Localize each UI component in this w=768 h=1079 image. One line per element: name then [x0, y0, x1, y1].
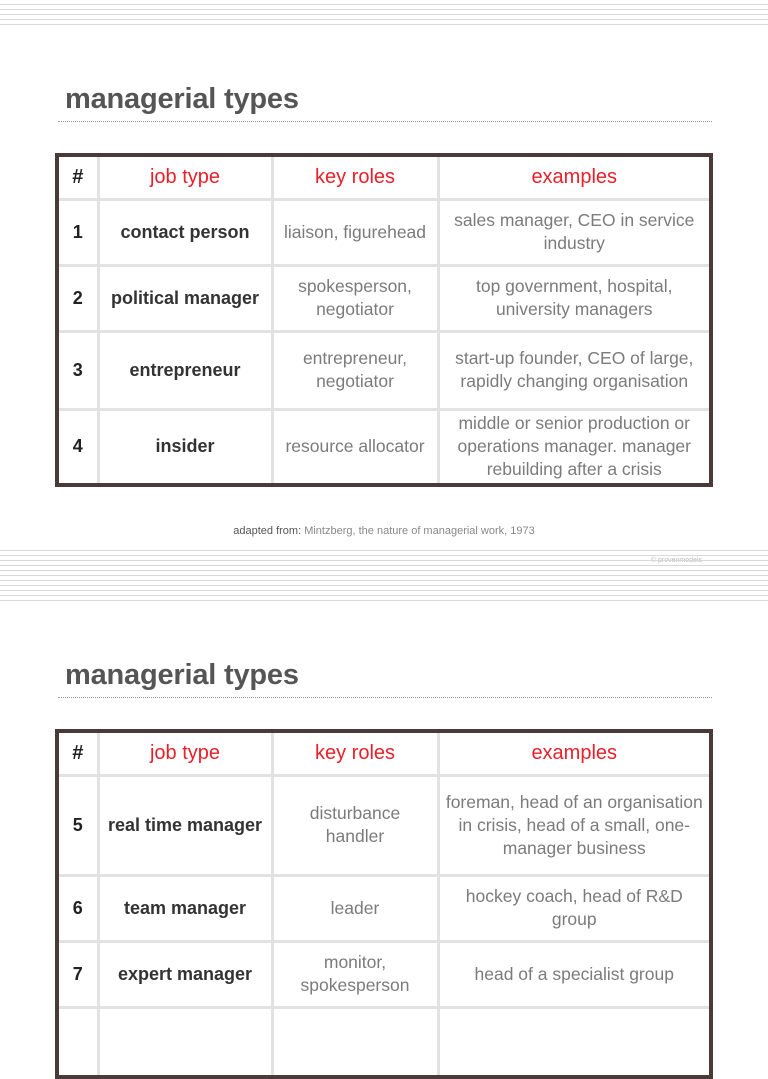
examples: foreman, head of an organisation in crisis, head of a small, one-manager business: [438, 775, 711, 875]
table-header-row: [57, 155, 711, 199]
table-row: [57, 875, 711, 941]
key-roles: disturbance handler: [272, 775, 438, 875]
job-type: entrepreneur: [98, 331, 272, 409]
source-label: adapted from:: [233, 525, 302, 537]
header-number: #: [57, 731, 98, 775]
table-row: [57, 199, 711, 265]
row-number: 7: [57, 941, 98, 1007]
title-divider: [58, 121, 712, 122]
key-roles: leader: [272, 875, 438, 941]
table-row: [57, 331, 711, 409]
table-row: [57, 265, 711, 331]
slide-separator-rules: [0, 550, 768, 605]
examples: middle or senior production or operations manager. manager rebuilding after a crisis: [438, 409, 711, 485]
job-type: political manager: [98, 265, 272, 331]
header-key-roles: key roles: [272, 155, 438, 199]
header-examples: examples: [438, 155, 711, 199]
examples: head of a specialist group: [438, 941, 711, 1007]
job-type: contact person: [98, 199, 272, 265]
managerial-types-table: [55, 153, 713, 487]
table-row: [57, 775, 711, 875]
row-number: 6: [57, 875, 98, 941]
managerial-types-table: [55, 729, 713, 1079]
row-number: 4: [57, 409, 98, 485]
examples: sales manager, CEO in service industry: [438, 199, 711, 265]
row-number: 3: [57, 331, 98, 409]
header-job-type: job type: [98, 731, 272, 775]
examples: hockey coach, head of R&D group: [438, 875, 711, 941]
job-type: expert manager: [98, 941, 272, 1007]
key-roles: resource allocator: [272, 409, 438, 485]
header-key-roles: key roles: [272, 731, 438, 775]
row-number: 5: [57, 775, 98, 875]
header-rules: [0, 4, 768, 29]
examples: start-up founder, CEO of large, rapidly changing organisation: [438, 331, 711, 409]
table-header-row: [57, 731, 711, 775]
title-divider: [58, 697, 712, 698]
source-citation: [0, 525, 768, 537]
examples: top government, hospital, university managers: [438, 265, 711, 331]
key-roles: liaison, figurehead: [272, 199, 438, 265]
job-type: real time manager: [98, 775, 272, 875]
slide-title: managerial types: [65, 659, 299, 691]
key-roles: monitor, spokesperson: [272, 941, 438, 1007]
header-examples: examples: [438, 731, 711, 775]
table-row: [57, 941, 711, 1007]
key-roles: entrepreneur, negotiator: [272, 331, 438, 409]
row-number: 2: [57, 265, 98, 331]
header-number: #: [57, 155, 98, 199]
header-job-type: job type: [98, 155, 272, 199]
table-row-partial: [57, 1007, 711, 1077]
key-roles: spokesperson, negotiator: [272, 265, 438, 331]
row-number: 1: [57, 199, 98, 265]
job-type: team manager: [98, 875, 272, 941]
job-type: insider: [98, 409, 272, 485]
source-text: Mintzberg, the nature of managerial work, 1973: [304, 525, 535, 537]
slide-title: managerial types: [65, 83, 299, 115]
table-row: [57, 409, 711, 485]
